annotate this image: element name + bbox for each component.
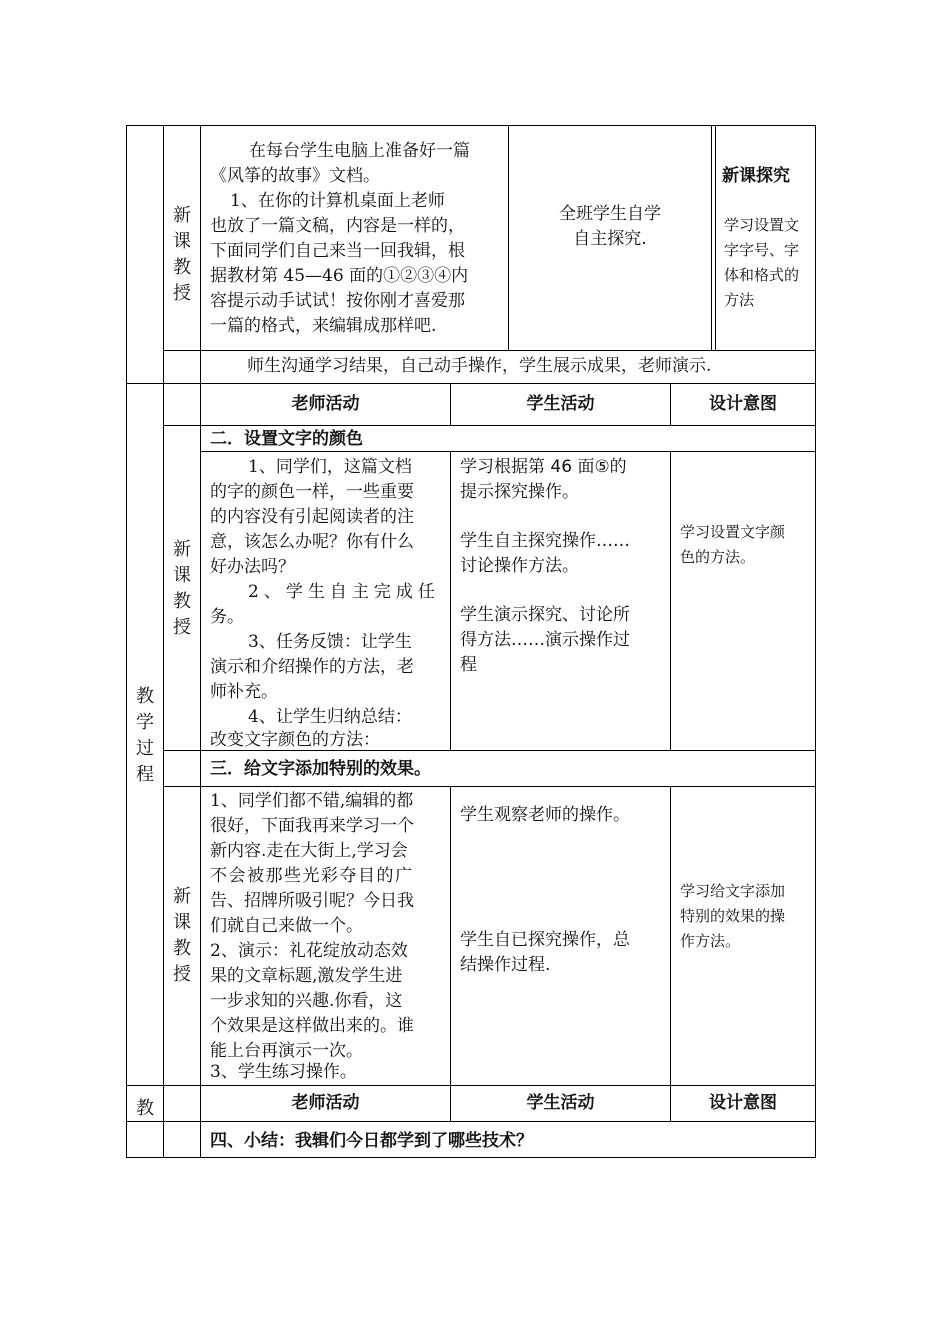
table-border bbox=[126, 1157, 816, 1158]
text-line: 3、任务反馈：让学生 bbox=[248, 632, 412, 652]
text-line: 自主探究. bbox=[573, 229, 647, 249]
header-teacher: 老师活动 bbox=[291, 1093, 360, 1113]
text-line: 2、学生自主完成任 bbox=[248, 582, 440, 602]
table-border bbox=[126, 125, 127, 1158]
text-line: 特别的效果的操 bbox=[680, 907, 786, 925]
table-border bbox=[450, 451, 451, 750]
text-line: 不会被那些光彩夺目的广 bbox=[210, 866, 414, 886]
text-line: 讨论操作方法。 bbox=[460, 556, 579, 576]
text-line: 好办法吗？ bbox=[210, 557, 295, 577]
text-line: 学生自主探究操作…… bbox=[460, 531, 630, 551]
text-line: 也放了一篇文稿，内容是一样的， bbox=[210, 216, 465, 236]
text-line: 改变文字颜色的方法： bbox=[210, 730, 380, 750]
text-line: 在每台学生电脑上准备好一篇 bbox=[249, 141, 470, 161]
text-line: 全班学生自学 bbox=[559, 204, 661, 224]
text-line: 字字号、字 bbox=[724, 241, 800, 259]
text-line: 2、演示：礼花绽放动态效 bbox=[210, 941, 408, 961]
design-title: 新课探究 bbox=[722, 166, 790, 186]
text-line: 《风筝的故事》文档。 bbox=[210, 166, 380, 186]
text-line: 演示和介绍操作的方法，老 bbox=[210, 657, 414, 677]
text-line: 学生演示探究、讨论所 bbox=[460, 605, 630, 625]
text-line: 作方法。 bbox=[680, 932, 741, 950]
text-line: 程 bbox=[460, 655, 477, 675]
table-border bbox=[815, 125, 816, 1158]
text-line: 学生自已探究操作，总 bbox=[460, 930, 630, 950]
side-label-char: 课 bbox=[173, 231, 191, 252]
section2-title: 二．设置文字的颜色 bbox=[210, 429, 363, 449]
table-border bbox=[163, 425, 816, 426]
header2-left-label: 教 bbox=[136, 1098, 154, 1119]
text-line: 3、学生练习操作。 bbox=[210, 1062, 357, 1082]
summary-row: 师生沟通学习结果，自己动手操作，学生展示成果，老师演示. bbox=[247, 356, 712, 376]
process-char: 学 bbox=[136, 712, 154, 733]
table-border bbox=[126, 383, 816, 384]
header-design: 设计意图 bbox=[709, 1093, 777, 1113]
header-teacher: 老师活动 bbox=[291, 394, 360, 414]
table-border bbox=[670, 451, 671, 750]
text-line: 能上台再演示一次。 bbox=[210, 1041, 363, 1061]
text-line: 学习设置文字颜 bbox=[680, 523, 786, 541]
text-line: 的内容没有引起阅读者的注 bbox=[210, 507, 414, 527]
text-line: 告、招牌所吸引呢？今日我 bbox=[210, 891, 414, 911]
section3-title: 三．给文字添加特别的效果。 bbox=[210, 759, 431, 779]
text-line: 4、让学生归纳总结： bbox=[248, 707, 412, 727]
text-line: 意，该怎么办呢？你有什么 bbox=[210, 532, 414, 552]
side-label-char: 新 bbox=[173, 886, 191, 907]
text-line: 们就自己来做一个。 bbox=[210, 916, 363, 936]
table-border bbox=[126, 1121, 816, 1122]
process-char: 教 bbox=[136, 686, 154, 707]
text-line: 容提示动手试试！按你刚才喜爱那 bbox=[210, 291, 465, 311]
side-label-char: 授 bbox=[173, 617, 191, 638]
text-line: 下面同学们自己来当一回我辑，根 bbox=[210, 241, 465, 261]
text-line: 1、同学们，这篇文档 bbox=[248, 457, 412, 477]
table-border bbox=[450, 786, 451, 1085]
text-line: 很好，下面我再来学习一个 bbox=[210, 816, 414, 836]
side-label-char: 教 bbox=[173, 938, 191, 959]
header-student: 学生活动 bbox=[526, 394, 595, 414]
text-line: 1、在你的计算机桌面上老师 bbox=[230, 191, 445, 211]
text-line: 新内容.走在大街上,学习会 bbox=[210, 841, 408, 861]
table-border bbox=[163, 350, 816, 351]
process-char: 过 bbox=[136, 738, 154, 759]
text-line: 个效果是这样做出来的。谁 bbox=[210, 1016, 414, 1036]
text-line: 一步求知的兴趣.你看，这 bbox=[210, 991, 403, 1011]
side-label-char: 教 bbox=[173, 257, 191, 278]
side-label-char: 授 bbox=[173, 283, 191, 304]
text-line: 得方法……演示操作过 bbox=[460, 630, 630, 650]
process-char: 程 bbox=[136, 764, 154, 785]
header-student: 学生活动 bbox=[526, 1093, 595, 1113]
text-line: 果的文章标题,激发学生进 bbox=[210, 966, 403, 986]
side-label-char: 授 bbox=[173, 964, 191, 985]
side-label-char: 课 bbox=[173, 912, 191, 933]
section4-title: 四、小结：我辑们今日都学到了哪些技术？ bbox=[210, 1131, 533, 1151]
text-line: 务。 bbox=[210, 607, 244, 627]
text-line: 学习给文字添加 bbox=[680, 882, 786, 900]
table-border bbox=[163, 750, 816, 751]
text-line: 学习设置文 bbox=[724, 216, 800, 234]
side-label-char: 课 bbox=[173, 565, 191, 586]
table-border bbox=[711, 125, 712, 351]
text-line: 提示探究操作。 bbox=[460, 482, 579, 502]
table-border bbox=[126, 1085, 816, 1086]
side-label-char: 教 bbox=[173, 591, 191, 612]
text-line: 1、同学们都不错,编辑的都 bbox=[210, 791, 414, 811]
text-line: 的字的颜色一样，一些重要 bbox=[210, 482, 414, 502]
text-line: 一篇的格式，来编辑成那样吧. bbox=[210, 316, 437, 336]
side-label-char: 新 bbox=[173, 539, 191, 560]
table-border bbox=[163, 125, 164, 1158]
text-line: 据教材第 45—46 面的①②③④内 bbox=[210, 266, 469, 286]
table-border bbox=[126, 125, 816, 126]
table-border bbox=[200, 125, 201, 1158]
text-line: 学习根据第 46 面⑤的 bbox=[460, 457, 627, 477]
table-border bbox=[163, 786, 816, 787]
text-line: 学生观察老师的操作。 bbox=[460, 805, 630, 825]
text-line: 方法 bbox=[724, 291, 755, 309]
text-line: 结操作过程. bbox=[460, 955, 551, 975]
table-border bbox=[715, 125, 716, 351]
side-label-char: 新 bbox=[173, 205, 191, 226]
text-line: 体和格式的 bbox=[724, 266, 800, 284]
text-line: 色的方法。 bbox=[680, 548, 756, 566]
text-line: 师补充。 bbox=[210, 682, 278, 702]
table-border bbox=[670, 786, 671, 1085]
header-design: 设计意图 bbox=[709, 394, 777, 414]
